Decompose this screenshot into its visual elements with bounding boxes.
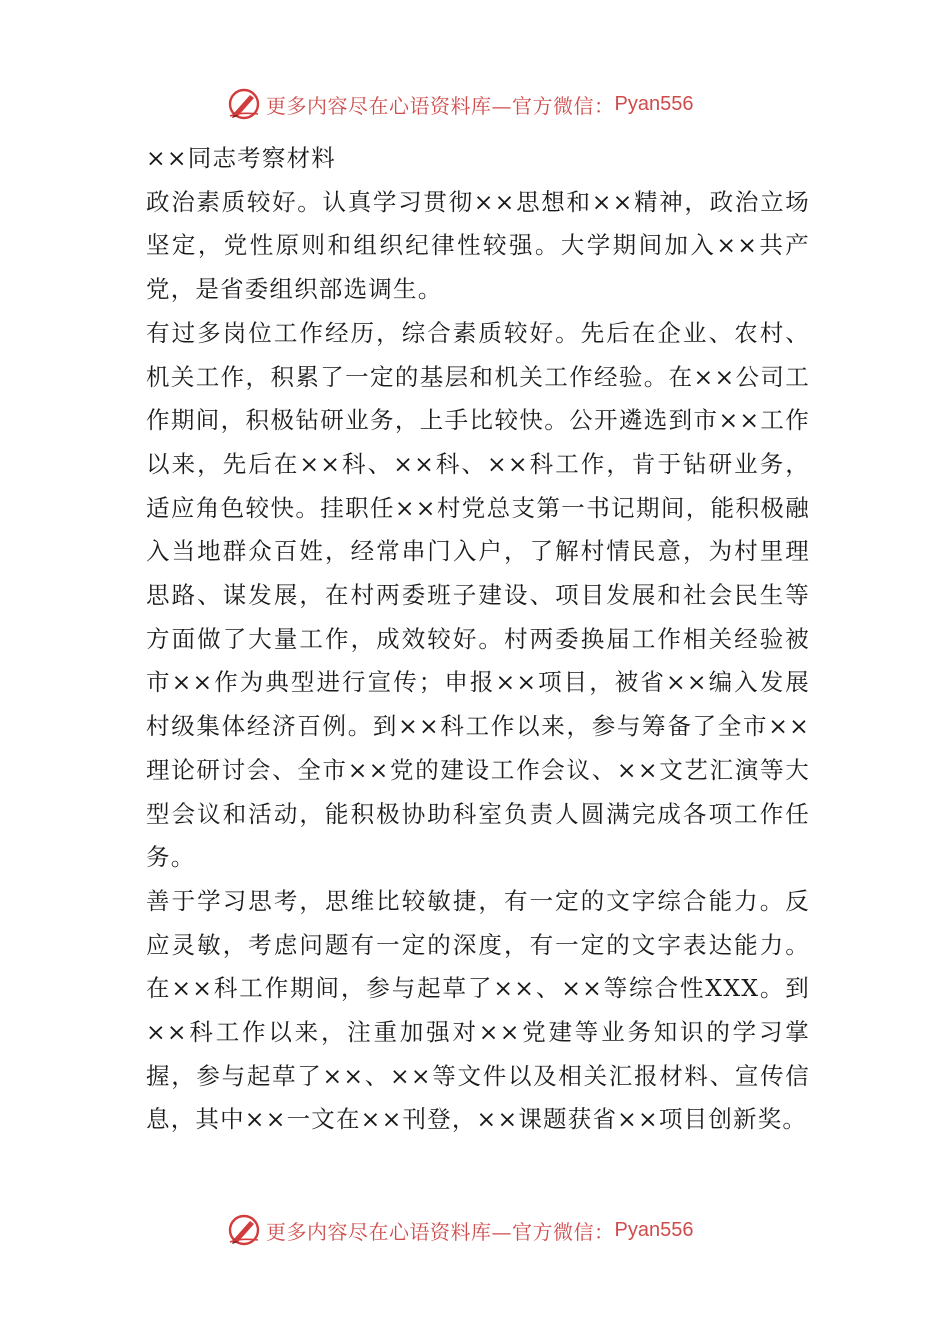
paragraph-experience: 有过多岗位工作经历，综合素质较好。先后在企业、农村、机关工作，积累了一定的基层和机关工作经验。在××公司工作期间，积极钻研业务，上手比较快。公开遴选到市××工作以来，先后在××科、××科、××科工作，肯于钻研业务，适应角色较快。挂职任××村党总支第一书记期间，能积极融入当地群众百姓，经常串门入户，了解村情民意，为村里理思路、谋发展，在村两委班子建设、项目发展和社会民生等方面做了大量工作，成效较好。村两委换届工作相关经验被市××作为典型进行宣传；申报××项目，被省××编入发展村级集体经济百例。到××科工作以来，参与筹备了全市××理论研讨会、全市××党的建设工作会议、××文艺汇演等大型会议和活动，能积极协助科室负责人圆满完成各项工作任务。 xyxy=(146,318,810,872)
paragraph-learning: 善于学习思考，思维比较敏捷，有一定的文字综合能力。反应灵敏，考虑问题有一定的深度，有一定的文字表达能力。在××科工作期间，参与起草了××、××等综合性XXX。到××科工作以来，注重加强对××党建等业务知识的学习掌握，参与起草了××、××等文件以及相关汇报材料、宣传信息，其中××一文在××刊登，××课题获省××项目创新奖。 xyxy=(146,886,810,1134)
document-title: ××同志考察材料 xyxy=(146,144,336,172)
header-banner xyxy=(226,85,693,123)
banner-wechat-id: Pyan556 xyxy=(614,1218,694,1241)
footer-banner xyxy=(226,1211,693,1249)
document-body xyxy=(146,137,810,1142)
pen-circle-logo-icon xyxy=(226,1212,262,1248)
banner-text: 更多内容尽在心语资料库—官方微信： xyxy=(266,1219,615,1244)
paragraph-political: 政治素质较好。认真学习贯彻××思想和××精神，政治立场坚定，党性原则和组织纪律性较强。大学期间加入××共产党，是省委组织部选调生。 xyxy=(146,187,810,304)
banner-wechat-id: Pyan556 xyxy=(614,92,694,115)
pen-circle-logo-icon xyxy=(226,86,262,122)
banner-text: 更多内容尽在心语资料库—官方微信： xyxy=(266,93,615,118)
